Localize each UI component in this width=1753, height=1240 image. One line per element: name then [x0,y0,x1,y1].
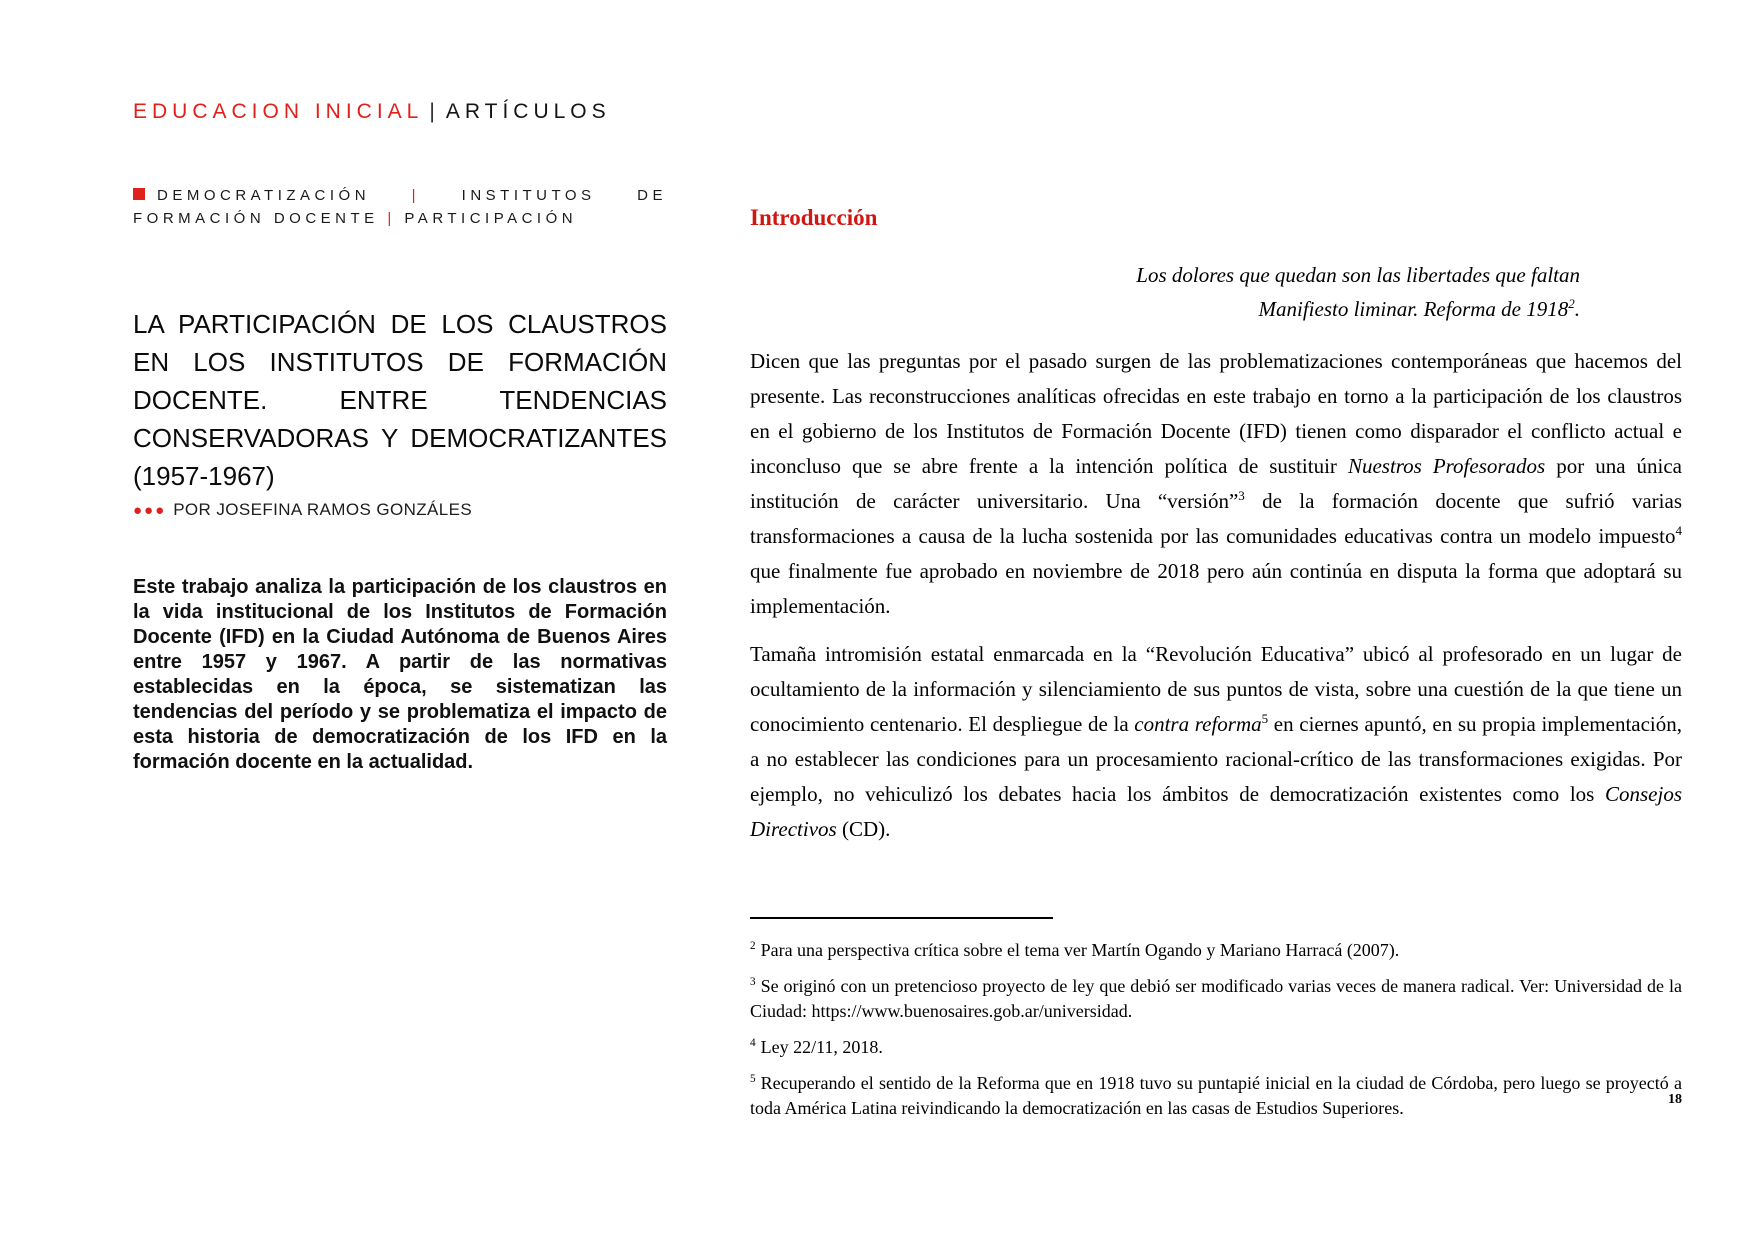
tags-text: DEMOCRATIZACIÓN | INSTITUTOS DE FORMACIÓN DOCENTE | PARTICIPACIÓN [133,187,667,227]
epigraph-line-1: Los dolores que quedan son las libertades que faltan [1136,263,1580,287]
footnote [750,974,1682,1024]
article-title: LA PARTICIPACIÓN DE LOS CLAUSTROS EN LOS INSTITUTOS DE FORMACIÓN DOCENTE. ENTRE TENDENCIAS CONSERVADORAS Y DEMOCRATIZANTES (1957-1967) [133,309,667,491]
epigraph-line-2: Manifiesto liminar. Reforma de 1918$^2$. [1258,296,1580,321]
footnote-text: Se originó con un pretencioso proyecto de ley que debió ser modificado varias veces de manera radical. Ver: Universidad de la Ciudad: https://www.buenosaires.gob.ar/universidad. [750,976,1682,1021]
footnote [750,938,1682,963]
footnote-number: 2 [750,940,756,952]
kicker-section: EDUCACION INICIAL [133,100,424,123]
footnote-number: 4 [750,1037,756,1049]
footnote-text: Para una perspectiva crítica sobre el tema ver Martín Ogando y Mariano Harracá (2007). [760,940,1400,960]
footnote-text: Recuperando el sentido de la Reforma que en 1918 tuvo su puntapié inicial en la ciudad de Córdoba, pero luego se proyectó a toda América Latina reivindicando la democratización en las casas de Estudios Superiores. [750,1073,1682,1118]
byline-author: POR JOSEFINA RAMOS GONZÁLES [173,500,473,519]
kicker-divider: | [429,100,440,123]
intro-paragraph: Dicen que las preguntas por el pasado surgen de las problematizaciones contemporáneas que hacemos del presente. Las reconstrucciones analíticas ofrecidas en este trabajo en torno a la participación de los claustros en el gobierno de los Institutos de Formación Docente (IFD) tienen como disparador el conflicto actual e inconcluso que se abre frente a la intención política de sustituir Nuestros Profesorados por una única institución de carácter universitario. Una “versión”$^3$ de la formación docente que sufrió varias transformaciones a causa de la lucha sostenida por las comunidades educativas contra un modelo impuesto$^4$ que finalmente fue aprobado en noviembre de 2018 pero aún continúa en disputa la forma que adoptará su implementación. [750,349,1683,618]
abstract: Este trabajo analiza la participación de los claustros en la vida institucional de los Institutos de Formación Docente (IFD) en la Ciudad Autónoma de Buenos Aires entre 1957 y 1967. A partir de las normativas establecidas en la época, se sistematizan las tendencias del período y se problematiza el impacto de esta historia de democratización de los IFD en la formación docente en la actualidad. [133,576,667,773]
footnote [750,1035,1682,1060]
section-heading: Introducción [750,205,878,230]
footnote-separator [750,917,1053,919]
byline-dots-icon: ●●● [133,502,167,519]
page-number: 18 [1668,1092,1682,1107]
square-bullet-icon [133,188,145,200]
footnote-number: 5 [750,1073,756,1085]
article-tags [133,184,667,230]
footnote-text: Ley 22/11, 2018. [760,1037,883,1057]
kicker-category: ARTÍCULOS [445,100,611,123]
kicker [133,100,693,124]
introduction-body [750,344,1682,847]
epigraph [750,258,1682,326]
byline [133,500,667,520]
footnote-number: 3 [750,976,756,988]
intro-paragraph: Tamaña intromisión estatal enmarcada en la “Revolución Educativa” ubicó al profesorado en un lugar de ocultamiento de la información y silenciamiento de sus puntos de vista, sobre una cuestión de la que tiene un conocimiento centenario. El despliegue de la contra reforma$^5$ en ciernes apuntó, en su propia implementación, a no establecer las condiciones para un procesamiento racional-crítico de las transformaciones exigidas. Por ejemplo, no vehiculizó los debates hacia los ámbitos de democratización existentes como los Consejos Directivos (CD). [750,642,1683,841]
